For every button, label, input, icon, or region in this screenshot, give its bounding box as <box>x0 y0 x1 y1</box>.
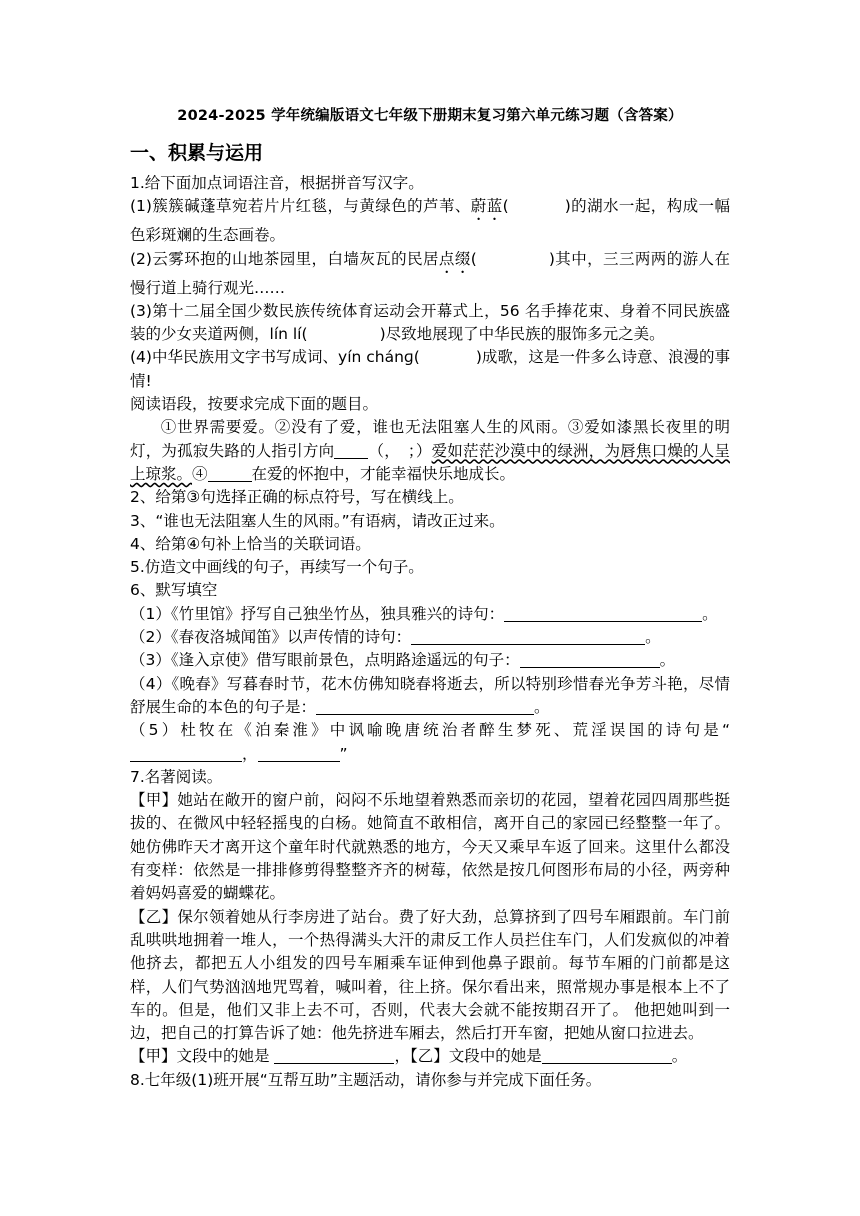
answer-blank[interactable] <box>542 1047 672 1064</box>
sentence: 在爱的怀抱中，才能幸福快乐地成长。 <box>251 464 516 483</box>
sentence-number: ④ <box>192 464 208 483</box>
text: (3)第十二届全国少数民族传统体育运动会开幕式上，56 名手捧花束、身着不同民族盛装的少女夹道两侧， <box>130 301 730 344</box>
answer-blank[interactable] <box>316 698 534 715</box>
question-6-item-1 <box>130 603 730 626</box>
passage-jia <box>130 789 730 905</box>
text: 。 <box>659 651 676 670</box>
wavy-underlined-sentence: 爱如茫茫沙漠中的绿洲，为唇焦口燥的人呈上琼浆。 <box>130 441 730 483</box>
text: )尽致地展现了中华民族的服饰多元之美。 <box>379 325 665 344</box>
text: （2）《春夜洛城闻笛》以声传情的诗句： <box>130 628 412 647</box>
paren-open: ( <box>413 348 420 367</box>
text: ， <box>242 744 258 763</box>
text: （5）杜牧在《泊秦淮》中讽喻晚唐统治者醉生梦死、荒淫误国的诗句是 <box>130 721 722 740</box>
question-6-item-4 <box>130 673 730 720</box>
answer-blank[interactable] <box>208 465 252 482</box>
passage-label: 【乙】 <box>130 907 178 926</box>
question-5: 5.仿造文中画线的句子，再续写一个句子。 <box>130 558 424 577</box>
text: 。 <box>702 604 718 623</box>
text: 【甲】文段中的她是 <box>130 1047 270 1066</box>
question-7-ask <box>130 1045 730 1068</box>
section-heading: 一、积累与运用 <box>130 142 264 164</box>
paren-open: ( <box>502 197 509 216</box>
text: （4）《晚春》写暮春时节，花木仿佛知晓春将逝去，所以特别珍惜春光争芳斗艳，尽情舒展生命的本色的句子是： <box>130 674 730 716</box>
text: )成歌，这是一件多么诗意、浪漫的事情! <box>130 348 730 390</box>
text: 。 <box>645 628 661 647</box>
answer-blank[interactable] <box>274 1047 394 1064</box>
question-1-item-3 <box>130 300 730 347</box>
question-6-item-3 <box>130 649 730 672</box>
question-6-item-5 <box>130 719 730 766</box>
text: ，【乙】文段中的她是 <box>394 1047 542 1066</box>
question-7-stem: 7.名著阅读。 <box>130 767 223 786</box>
pinyin: yín chánɡ <box>338 348 414 367</box>
text: (2)云雾环抱的山地茶园里，白墙灰瓦的民居 <box>130 249 439 268</box>
passage-yi <box>130 906 730 1046</box>
text: )其中，三三两两的游人在慢行道上骑行观光…… <box>130 249 730 297</box>
answer-blank[interactable] <box>258 745 340 762</box>
text: 。 <box>671 1047 688 1066</box>
document-title: 2024-2025 学年统编版语文七年级下册期末复习第六单元练习题（含答案） <box>177 108 683 124</box>
passage-text: 保尔领着她从行李房进了站台。费了好大劲，总算挤到了四号车厢跟前。车门前乱哄哄地拥着一堆人，一个热得满头大汗的肃反工作人员拦住车门，人们发疯似的冲着他挤去，都把五人小组发的四号车厢乘车证伸到他鼻子跟前。每节车厢的门前都是这样，人们气势汹汹地咒骂着，喊叫着，往上挤。保尔看出来，照常规办事是根本上不了车的。但是，他们又非上去不可，否则，代表大会就不能按期召开了。 他把她叫到一边，把自己的打算告诉了她：他先挤进车厢去，然后打开车窗，把她从窗口拉进去。 <box>130 907 730 1043</box>
text: (1)簇簇碱蓬草宛若片片红毯，与黄绿色的芦苇、 <box>130 197 471 216</box>
question-1-stem: 1.给下面加点词语注音，根据拼音写汉字。 <box>130 174 424 192</box>
question-8: 8.七年级(1)班开展“互帮互助”主题活动，请你参与并完成下面任务。 <box>130 1070 602 1089</box>
reading-intro: 阅读语段，按要求完成下面的题目。 <box>130 395 379 414</box>
answer-blank[interactable] <box>504 605 702 622</box>
dotted-word: 点缀 <box>438 249 471 268</box>
punctuation-options: （， ；） <box>368 441 432 460</box>
dotted-word: 蔚蓝 <box>470 197 503 216</box>
text: 。 <box>534 697 550 716</box>
answer-blank[interactable] <box>334 442 368 459</box>
sentence: ①世界需要爱。②没有了爱，谁也无法阻塞人生的风雨。③爱如漆黑长夜里的明灯，为孤寂失路的人指引方向 <box>130 418 730 460</box>
text: （1）《竹里馆》抒写自己独坐竹丛，独具雅兴的诗句： <box>130 604 505 623</box>
text: “ <box>721 721 730 740</box>
question-3: 3、“谁也无法阻塞人生的风雨。”有语病，请改正过来。 <box>130 511 505 530</box>
answer-blank[interactable] <box>130 745 242 762</box>
pinyin: lín lí <box>269 325 302 344</box>
question-2: 2、给第③句选择正确的标点符号，写在横线上。 <box>130 488 464 507</box>
answer-blank[interactable] <box>411 628 645 645</box>
text: ” <box>339 744 348 763</box>
question-4: 4、给第④句补上恰当的关联词语。 <box>130 534 371 553</box>
paren-open: ( <box>301 325 308 344</box>
question-1-item-4 <box>130 346 730 393</box>
question-1-item-1 <box>130 195 730 247</box>
text: )的湖水一起，构成一幅色彩斑斓的生态画卷。 <box>130 197 730 245</box>
passage-label: 【甲】 <box>130 791 178 810</box>
question-6-item-2 <box>130 626 730 649</box>
answer-blank[interactable] <box>520 651 660 668</box>
reading-passage <box>130 416 730 486</box>
text: （3）《逢入京使》借写眼前景色，点明路途遥远的句子： <box>130 651 520 670</box>
question-1-item-2 <box>130 248 730 300</box>
question-6-stem: 6、默写填空 <box>130 581 218 600</box>
paren-open: ( <box>470 249 477 268</box>
text: (4)中华民族用文字书写成词、 <box>130 348 339 367</box>
passage-text: 她站在敞开的窗户前，闷闷不乐地望着熟悉而亲切的花园，望着花园四周那些挺拔的、在微风中轻轻摇曳的白杨。她简直不敢相信，离开自己的家园已经整整一年了。她仿佛昨天才离开这个童年时代就熟悉的地方，今天又乘早车返了回来。这里什么都没有变样：依然是一排排修剪得整整齐齐的树莓，依然是按几何图形布局的小径，两旁种着妈妈喜爱的蝴蝶花。 <box>130 791 730 903</box>
document-body <box>130 172 730 1092</box>
